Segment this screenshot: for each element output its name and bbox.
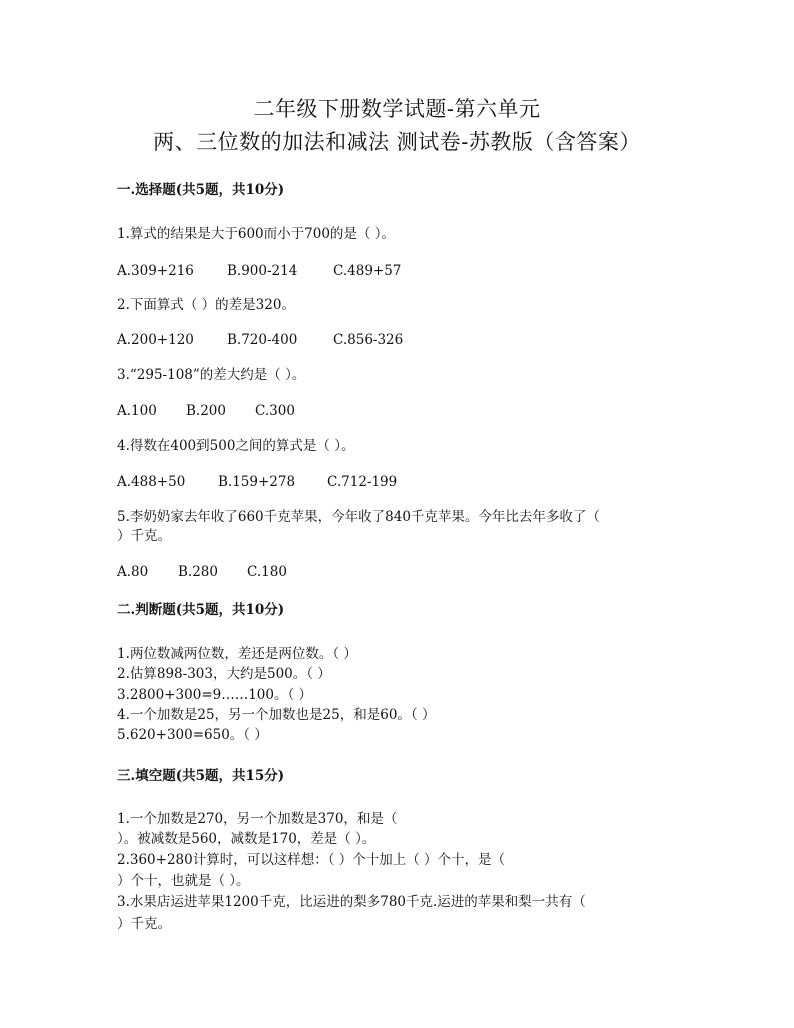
option-c: C.856-326 xyxy=(333,332,404,348)
fill-line-2: ）。被减数是560，减数是170，差是（ ）。 xyxy=(117,831,376,847)
judge-item-5: 5.620+300=650。（ ） xyxy=(117,727,268,743)
option-b: B.720-400 xyxy=(227,332,298,348)
judge-item-4: 4.一个加数是25，另一个加数也是25，和是60。（ ） xyxy=(117,707,436,723)
fill-line-6: ）千克。 xyxy=(117,916,171,932)
option-b: B.159+278 xyxy=(218,474,296,490)
question-4: 4.得数在400到500之间的算式是（ ）。 xyxy=(117,438,355,454)
option-a: A.80 xyxy=(117,564,149,580)
option-a: A.488+50 xyxy=(117,474,186,490)
question-3: 3.“295-108”的差大约是（ ）。 xyxy=(117,367,306,383)
fill-line-5: 3.水果店运进苹果1200千克，比运进的梨多780千克.运进的苹果和梨一共有（ xyxy=(117,894,586,910)
option-b: B.900-214 xyxy=(227,263,298,279)
option-a: A.100 xyxy=(117,403,157,419)
option-a: A.309+216 xyxy=(117,263,194,279)
question-5-line-2: ）千克。 xyxy=(117,528,171,544)
fill-line-1: 1.一个加数是270，另一个加数是370，和是（ xyxy=(117,811,398,827)
question-5-line-1: 5.李奶奶家去年收了660千克苹果，今年收了840千克苹果。今年比去年多收了（ xyxy=(117,509,600,525)
question-2-options xyxy=(117,331,403,349)
question-4-options xyxy=(117,473,397,491)
option-c: C.180 xyxy=(247,564,287,580)
option-a: A.200+120 xyxy=(117,332,194,348)
judge-item-1: 1.两位数减两位数，差还是两位数。（ ） xyxy=(117,646,357,662)
judge-item-2: 2.估算898-303，大约是500。（ ） xyxy=(117,666,331,682)
question-2: 2.下面算式（ ）的差是320。 xyxy=(117,297,295,313)
option-c: C.300 xyxy=(255,403,295,419)
fill-line-3: 2.360+280计算时，可以这样想：（ ）个十加上（ ）个十，是（ xyxy=(117,852,506,868)
option-c: C.489+57 xyxy=(333,263,402,279)
option-c: C.712-199 xyxy=(327,474,398,490)
judge-item-3: 3.2800+300=9……100。（ ） xyxy=(117,687,313,703)
title-line-1: 二年级下册数学试题-第六单元 xyxy=(253,97,541,121)
section-heading-choice: 一.选择题(共5题，共10分) xyxy=(117,182,285,198)
section-heading-fill: 三.填空题(共5题，共15分) xyxy=(117,768,285,784)
question-1-options xyxy=(117,262,401,280)
option-b: B.200 xyxy=(186,403,226,419)
question-5-options xyxy=(117,563,287,581)
option-b: B.280 xyxy=(178,564,218,580)
question-3-options xyxy=(117,402,295,420)
fill-line-4: ）个十，也就是（ ）。 xyxy=(117,873,250,889)
question-1: 1.算式的结果是大于600而小于700的是（ ）。 xyxy=(117,226,395,242)
section-heading-judge: 二.判断题(共5题，共10分) xyxy=(117,602,285,618)
title-line-2: 两、三位数的加法和减法 测试卷-苏教版（含答案） xyxy=(153,130,641,154)
